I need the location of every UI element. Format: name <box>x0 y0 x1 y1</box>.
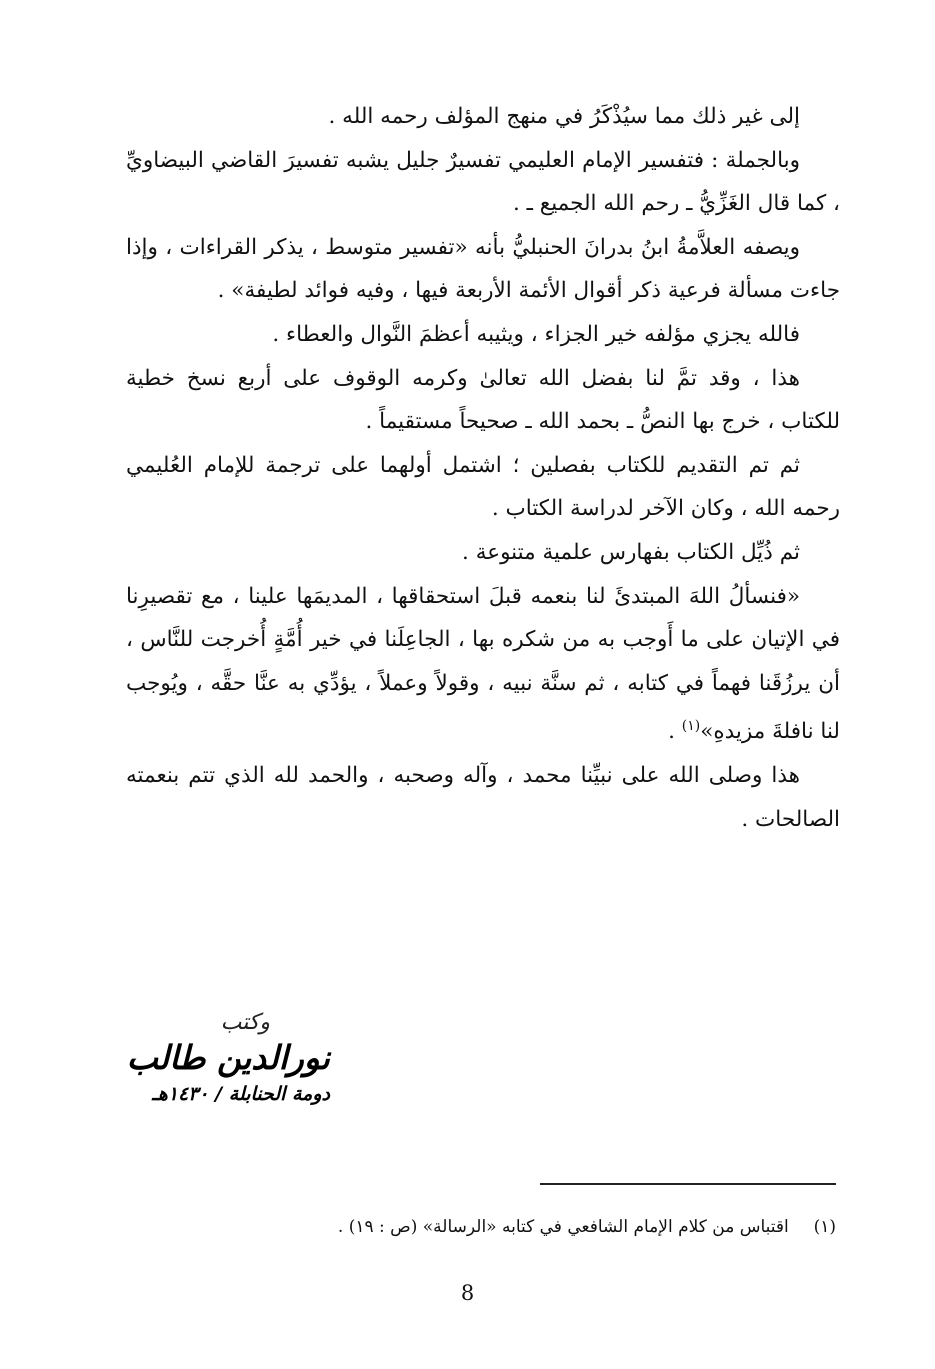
paragraph-8-quote <box>126 575 840 755</box>
author-signature <box>120 1010 330 1108</box>
paragraph-9: هذا وصلى الله على نبيِّنا محمد ، وآله وصحبه ، والحمد لله الذي تتم بنعمته الصالحات . <box>126 763 840 832</box>
signature-place-date: دومة الحنابلة / ١٤٣٠هـ <box>152 1083 330 1105</box>
paragraph-7: ثم ذُيِّل الكتاب بفهارس علمية متنوعة . <box>462 539 800 565</box>
quote-tail: . <box>668 719 682 745</box>
footnote-text: اقتباس من كلام الإمام الشافعي في كتابه «الرسالة» (ص : ١٩) . <box>337 1217 789 1237</box>
footnote <box>140 1212 836 1242</box>
body-text <box>126 95 840 841</box>
paragraph-2: وبالجملة : فتفسير الإمام العليمي تفسيرٌ جليل يشبه تفسيرَ القاضي البيضاويِّ ، كما قال الغَزِّيُّ ـ رحم الله الجميع ـ . <box>126 147 840 217</box>
footnote-reference[interactable]: (١) <box>681 718 701 735</box>
footnote-marker: (١) <box>813 1217 836 1237</box>
paragraph-4: فالله يجزي مؤلفه خير الجزاء ، ويثيبه أعظمَ النَّوال والعطاء . <box>272 321 800 347</box>
paragraph-1: إلى غير ذلك مما سيُذْكَرُ في منهج المؤلف رحمه الله . <box>328 104 800 129</box>
signature-by: وكتب <box>220 1010 270 1035</box>
signature-name: نورالدين طالب <box>126 1038 330 1077</box>
paragraph-5: هذا ، وقد تمَّ لنا بفضل الله تعالىٰ وكرمه الوقوف على أربع نسخ خطية للكتاب ، خرج بها النصُّ ـ بحمد الله ـ صحيحاً مستقيماً . <box>126 365 840 435</box>
page-number: 8 <box>460 1281 475 1305</box>
paragraph-6: ثم تم التقديم للكتاب بفصلين ؛ اشتمل أولهما على ترجمة للإمام العُليمي رحمه الله ، وكان الآخر لدراسة الكتاب . <box>126 452 840 522</box>
footnote-divider <box>540 1183 836 1185</box>
paragraph-3: ويصفه العلاَّمةُ ابنُ بدرانَ الحنبليُّ بأنه «تفسير متوسط ، يذكر القراءات ، وإذا جاءت مسألة فرعية ذكر أقوال الأئمة الأربعة فيها ، وفيه فوائد لطيفة» . <box>126 234 840 304</box>
quote-text: «فنسألُ اللهَ المبتدئَ لنا بنعمه قبلَ استحقاقها ، المديمَها علينا ، مع تقصيرِنا في الإتيان على ما أَوجب به من شكره بها ، الجاعِلَنا في خير أُمَّةٍ أُخرجت للنَّاس ، أن يرزُقَنا فهماً في كتابه ، ثم سنَّة نبيه ، وقولاً وعملاً ، يؤدِّي به عنَّا حقَّه ، ويُوجب لنا نافلةَ مزيدهِ» <box>126 583 840 745</box>
